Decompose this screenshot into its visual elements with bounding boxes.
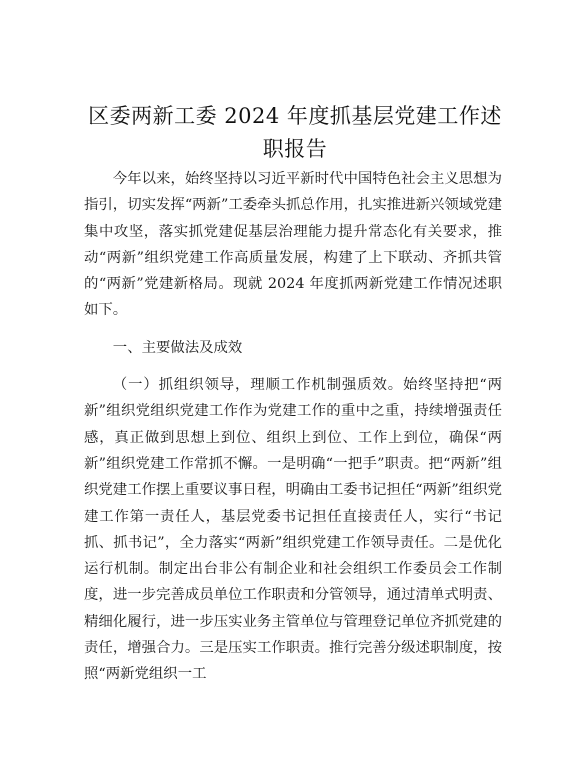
document-title: 区委两新工委 2024 年度抓基层党建工作述职报告	[88, 104, 502, 161]
section-heading: 一、主要做法及成效	[112, 339, 243, 356]
body-paragraph: （一）抓组织领导，理顺工作机制强质效。始终坚持把“两新”组织党组织党建工作作为党建工作的重中之重，持续增强责任感，真正做到思想上到位、组织上到位、工作上到位，确保“两新”组织党建工作常抓不懈。一是明确“一把手”职责。把“两新”组织党建工作摆上重要议事日程，明确由工委书记担任“两新”组织党建工作第一责任人，基层党委书记担任直接责任人，实行“书记抓、抓书记”，全力落实“两新”组织党建工作领导责任。二是优化运行机制。制定出台非公有制企业和社会组织工作委员会工作制度，进一步完善成员单位工作职责和分管领导，通过清单式明责、精细化履行，进一步压实业务主管单位与管理登记单位齐抓党建的责任，增强合力。三是压实工作职责。推行完善分级述职制度，按照“两新党组织一工	[84, 377, 502, 683]
document-body	[84, 166, 502, 688]
intro-paragraph: 今年以来，始终坚持以习近平新时代中国特色社会主义思想为指引，切实发挥“两新”工委牵头抓总作用，扎实推进新兴领域党建集中攻坚，落实抓党建促基层治理能力提升常态化有关要求，推动“两新”组织党建工作高质量发展，构建了上下联动、齐抓共管的“两新”党建新格局。现就 2024 年度抓两新党建工作情况述职如下。	[84, 171, 502, 319]
